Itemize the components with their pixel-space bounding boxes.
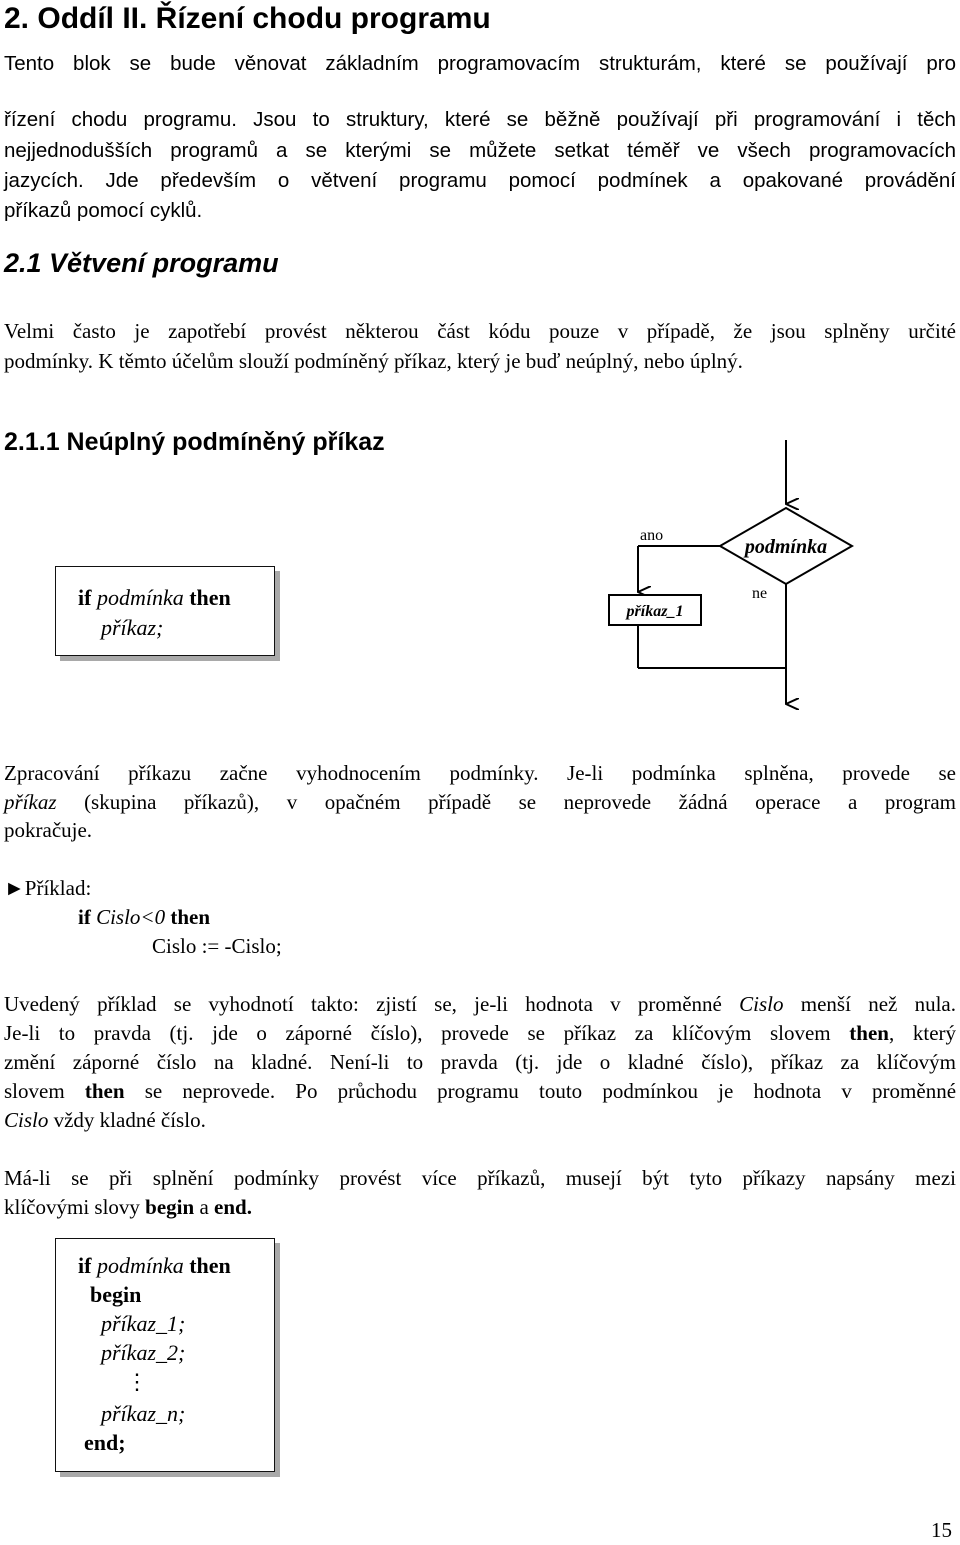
- keyword-then: then: [189, 585, 231, 610]
- explanation-line: změní záporné číslo na kladné. Není-li to pravda (tj. jde o kladné číslo), příkaz za klíčovým: [4, 1050, 956, 1074]
- page-number: 15: [931, 1518, 952, 1542]
- text-span: Je-li to pravda (tj. jde o záporné číslo), provede se příkaz za klíčovým slovem: [4, 1021, 831, 1045]
- code-statement: příkaz_2;: [101, 1340, 186, 1365]
- explanation-line: [4, 992, 956, 1017]
- example-label: [4, 876, 91, 901]
- keyword-begin: begin: [145, 1195, 195, 1219]
- code-condition: Cislo<0: [96, 905, 166, 929]
- code-box-block: [55, 1238, 275, 1472]
- code-condition: podmínka: [96, 585, 184, 610]
- text-span: vždy kladné číslo.: [53, 1108, 206, 1132]
- intro-line: Tento blok se bude věnovat základním programovacím strukturám, které se používají pro: [4, 52, 956, 75]
- example-code-line: [78, 905, 210, 930]
- code-statement: příkaz_1;: [101, 1311, 186, 1336]
- explanation-line: [4, 1079, 956, 1104]
- keyword-end: end.: [214, 1195, 252, 1219]
- multi-line: Má-li se při splnění podmínky provést více příkazů, musejí být tyto příkazy napsány mezi: [4, 1166, 956, 1190]
- text-span: (skupina příkazů), v opačném případě se neprovede žádná operace a program: [84, 790, 957, 814]
- subsection-heading: 2.1.1 Neúplný podmíněný příkaz: [4, 428, 385, 456]
- text-span: , který: [888, 1021, 957, 1045]
- code-line: [78, 585, 231, 611]
- variable-name: Cislo: [4, 1108, 49, 1132]
- keyword-if: if: [78, 1253, 92, 1278]
- explanation-line: [4, 1021, 956, 1046]
- section-heading: 2.1 Větvení programu: [4, 248, 279, 278]
- code-statement: příkaz_n;: [101, 1401, 186, 1426]
- intro-line: jazycích. Jde především o větvení programu pomocí podmínek a opakované provádění: [4, 169, 956, 192]
- explanation-line: [4, 1108, 956, 1133]
- code-ellipsis: ⋮: [126, 1369, 148, 1394]
- text-span: slovem: [4, 1079, 65, 1103]
- text-span: klíčovými slovy: [4, 1195, 140, 1219]
- intro-line: řízení chodu programu. Jsou to struktury, které se běžně používají při programování i těch: [4, 108, 956, 131]
- keyword-then: then: [84, 1079, 125, 1103]
- text-span: Uvedený příklad se vyhodnotí takto: zjistí se, je-li hodnota v proměnné: [4, 992, 722, 1016]
- keyword-then: then: [170, 905, 211, 929]
- statement-label: příkaz_1: [626, 603, 684, 620]
- keyword-if: if: [78, 905, 91, 929]
- example-title: Příklad:: [24, 876, 92, 900]
- keyword-then: then: [849, 1021, 889, 1045]
- section-text-line: podmínky. K těmto účelům slouží podmíněný příkaz, který je buď neúplný, nebo úplný.: [4, 349, 743, 373]
- processing-line: pokračuje.: [4, 818, 93, 842]
- page-title: 2. Oddíl II. Řízení chodu programu: [4, 2, 491, 35]
- variable-name: Cislo: [739, 992, 784, 1016]
- keyword-begin: begin: [90, 1282, 142, 1307]
- keyword-end: end;: [84, 1430, 126, 1455]
- section-text-line: Velmi často je zapotřebí provést některou část kódu pouze v případě, že jsou splněny určité: [4, 319, 956, 343]
- code-statement: příkaz;: [101, 615, 164, 640]
- no-label: ne: [752, 585, 768, 602]
- text-span: menší než nula.: [800, 992, 957, 1016]
- intro-line: příkazů pomocí cyklů.: [4, 199, 203, 222]
- multi-line: [4, 1195, 956, 1220]
- code-condition: podmínka: [96, 1253, 184, 1278]
- intro-line: nejjednodušších programů a se kterými se můžete setkat téměř ve všech programovacích: [4, 139, 956, 162]
- condition-label: podmínka: [744, 536, 828, 558]
- processing-line: Zpracování příkazu začne vyhodnocením podmínky. Je-li podmínka splněna, provede se: [4, 761, 956, 785]
- play-marker-icon: ►: [4, 876, 25, 900]
- example-code-body: Cislo := -Cislo;: [152, 934, 282, 958]
- text-span: se neprovede. Po průchodu programu touto podmínkou je hodnota v proměnné: [144, 1079, 957, 1103]
- code-line: [78, 1253, 231, 1279]
- flowchart-diagram: [590, 436, 870, 712]
- italic-term: příkaz: [4, 790, 57, 814]
- keyword-if: if: [78, 585, 92, 610]
- code-box-incomplete: [55, 566, 275, 656]
- text-span: a: [199, 1195, 209, 1219]
- keyword-then: then: [189, 1253, 231, 1278]
- processing-line: [4, 790, 956, 815]
- yes-label: ano: [640, 527, 664, 544]
